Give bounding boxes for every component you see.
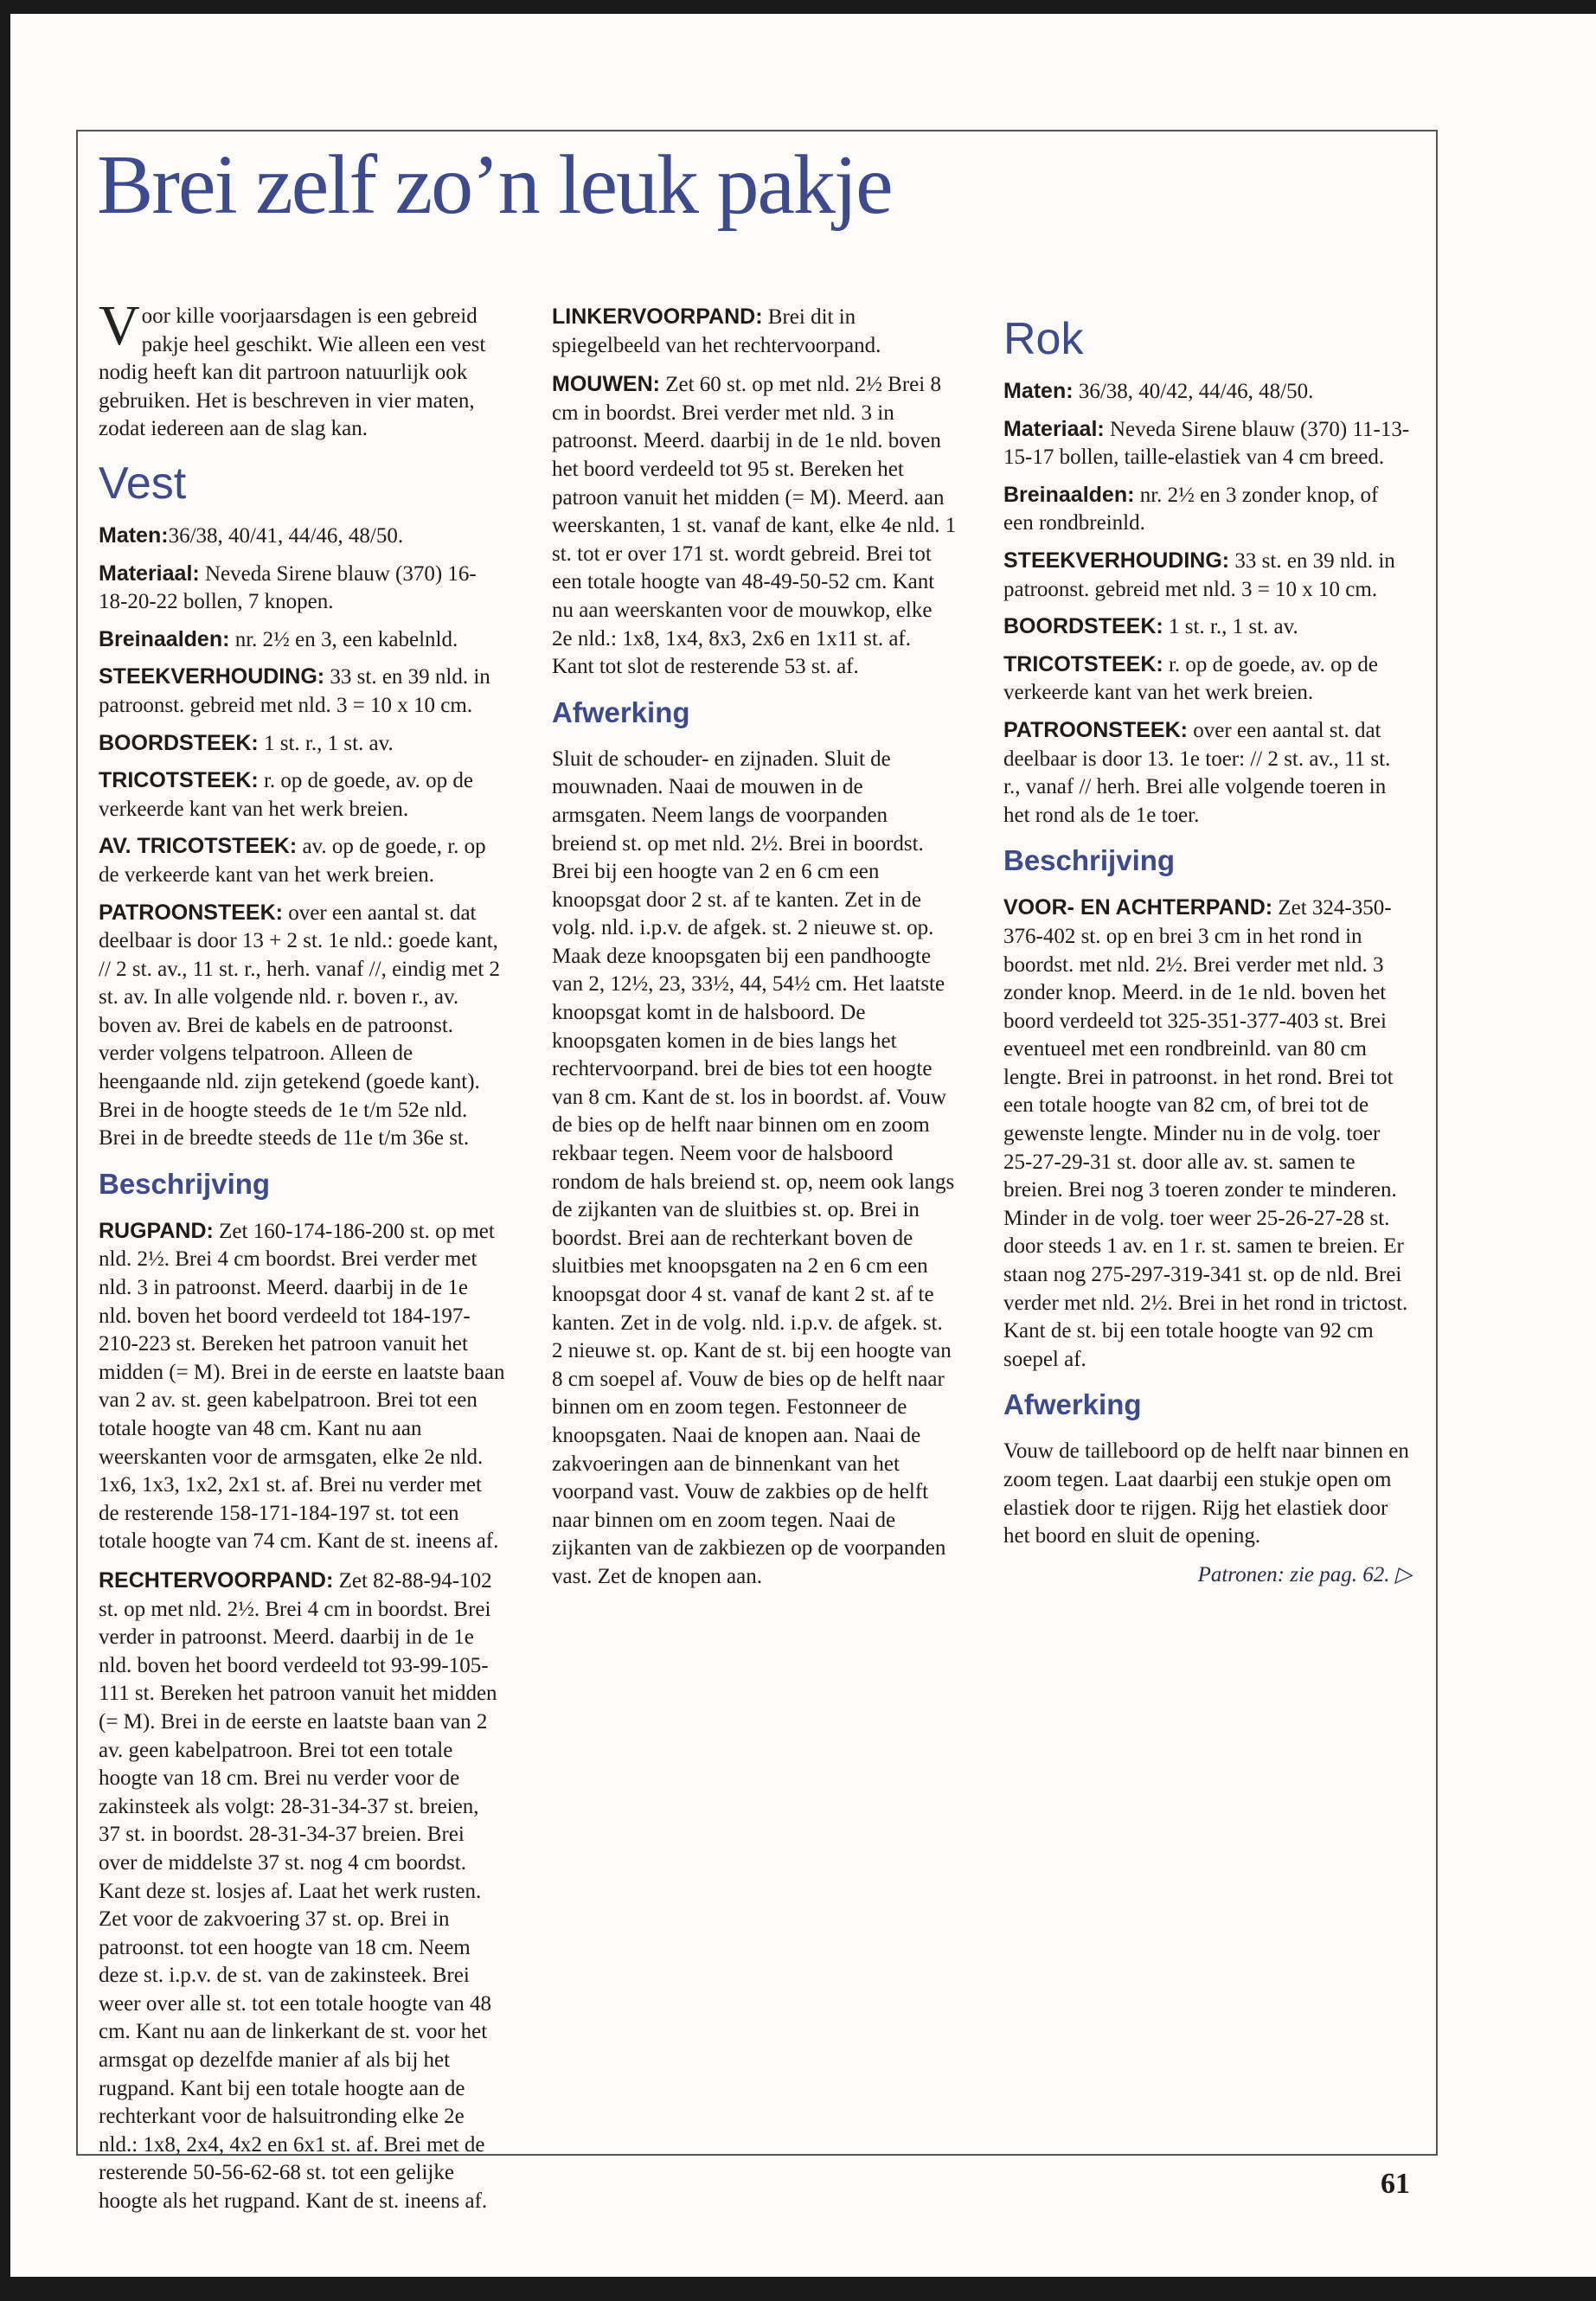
- rok-breinaalden: Breinaalden: nr. 2½ en 3 zonder knop, of een rondbreinld.: [1003, 482, 1379, 535]
- vest-afwerking-heading: Afwerking: [552, 695, 690, 728]
- vest-linkervoorpand: LINKERVOORPAND: Brei dit in spiegelbeeld van het rechtervoorpand.: [552, 304, 881, 357]
- vest-maten: Maten:36/38, 40/41, 44/46, 48/50.: [99, 522, 404, 548]
- vest-beschrijving-heading: Beschrijving: [99, 1167, 271, 1200]
- rok-heading: Rok: [1003, 314, 1084, 364]
- column-3: [1003, 303, 1412, 1589]
- rok-steekverhouding: STEEKVERHOUDING: 33 st. en 39 nld. in patroonst. gebreid met nld. 3 = 10 x 10 cm.: [1003, 548, 1395, 601]
- vest-mouwen: MOUWEN: Zet 60 st. op met nld. 2½ Brei 8 cm in boordst. Brei verder met nld. 3 in patroonst. Meerd. daarbij in de 1e nld. boven het boord verdeeld tot 95 st. Bereken het patroon vanuit het midden (= M). Meerd. aan weerskanten, 1 st. vanaf de kant, elke 4e nld. 1 st. tot er over 171 st. wordt gebreid. Brei tot een totale hoogte van 48-49-50-52 cm. Kant nu aan weerskanten voor de mouwkop, elke 2e nld.: 1x8, 1x4, 8x3, 2x6 en 1x11 st. af. Kant tot slot de resterende 53 st. af.: [552, 372, 957, 679]
- vest-patroonsteek: PATROONSTEEK: over een aantal st. dat deelbaar is door 13 + 2 st. 1e nld.: goede kant, // 2 st. av., 11 st. r., herh. vanaf //, eindig met 2 st. av. In alle volgende nld. r. boven r., av. boven av. Brei de kabels en de patroonst. verder volgens telpatroon. Alleen de heengaande nld. zijn getekend (goede kant). Brei in de hoogte steeds de 1e t/m 52e nld. Brei in de breedte steeds de 11e t/m 36e st.: [99, 900, 501, 1150]
- page-title: Brei zelf zo’n leuk pakje: [97, 138, 892, 232]
- vest-steekverhouding: STEEKVERHOUDING: 33 st. en 39 nld. in patroonst. gebreid met nld. 3 = 10 x 10 cm.: [99, 664, 490, 717]
- vest-av-tricotsteek: AV. TRICOTSTEEK: av. op de goede, r. op de verkeerde kant van het werk breien.: [99, 834, 486, 887]
- vest-breinaalden: Breinaalden: nr. 2½ en 3, een kabelnld.: [99, 626, 458, 651]
- vest-rechtervoorpand: RECHTERVOORPAND: Zet 82-88-94-102 st. op met nld. 2½. Brei 4 cm in boordst. Brei verder in patroonst. Meerd. daarbij in de 1e nld. boven het boord verdeeld tot 93-99-105-111 st. Bereken het patroon vanuit het midden (= M). Brei in de eerste en laatste baan van 2 av. geen kabelpatroon. Brei tot een totale hoogte van 18 cm. Brei nu verder voor de zakinsteek als volgt: 28-31-34-37 st. breien, 37 st. in boordst. 28-31-34-37 breien. Brei over de middelste 37 st. nog 4 cm boordst. Kant deze st. losjes af. Laat het werk rusten. Zet voor de zakvoering 37 st. op. Brei in patroonst. tot een hoogte van 18 cm. Neem deze st. i.p.v. de st. van de zakinsteek. Brei weer over alle st. tot een totale hoogte van 48 cm. Kant nu aan de linkerkant de st. voor het armsgat op dezelfde manier af als bij het rugpand. Kant bij een totale hoogte aan de rechterkant voor de halsuitronding elke 2e nld.: 1x8, 2x4, 4x2 en 6x1 st. af. Brei met de resterende 50-56-62-68 st. tot een gelijke hoogte als het rugpand. Kant de st. ineens af.: [99, 1567, 497, 2214]
- rok-tricotsteek: TRICOTSTEEK: r. op de goede, av. op de verkeerde kant van het werk breien.: [1003, 651, 1379, 705]
- page-number: 61: [1381, 2168, 1410, 2200]
- scan-edge-left: [0, 0, 10, 2301]
- vest-afwerking: Sluit de schouder- en zijnaden. Sluit de mouwnaden. Naai de mouwen in de armsgaten. Neem langs de voorpanden breiend st. op met nld. 2½. Brei in boordst. Brei bij een hoogte van 2 en 6 cm een knoopsgat door 2 st. af te kanten. Zet in de volg. nld. i.p.v. de afgek. st. 2 nieuwe st. op. Maak deze knoopsgaten bij een pandhoogte van 2, 12½, 23, 33½, 44, 54½ cm. Het laatste knoopsgat komt in de halsboord. De knoopsgaten komen in de bies langs het rechtervoorpand. brei de bies tot een hoogte van 8 cm. Kant de st. los in boordst. af. Vouw de bies op de helft naar binnen om en zoom rekbaar tegen. Neem voor de halsboord rondom de hals breiend st. op, neem ook langs de zijkanten van de sluitbies st. op. Brei in boordst. Brei aan de rechterkant boven de sluitbies met knoopsgaten na 2 en 6 cm een knoopsgat door 4 st. vanaf de kant 2 st. af te kanten. Zet in de volg. nld. i.p.v. de afgek. st. 2 nieuwe st. op. Kant de st. bij een hoogte van 8 cm soepel af. Vouw de bies op de helft naar binnen om en zoom tegen. Festonneer de knoopsgaten. Naai de knopen aan. Naai de zakvoeringen aan de binnenkant van het voorpand vast. Vouw de zakbies op de helft naar binnen om en zoom tegen. Naai de zijkanten van de zakbiezen op de voorpanden vast. Zet de knopen aan.: [552, 747, 955, 1588]
- scan-edge-bottom: [0, 2277, 1596, 2301]
- vest-boordsteek: BOORDSTEEK: 1 st. r., 1 st. av.: [99, 730, 394, 755]
- column-2: [552, 303, 957, 1602]
- scan-edge-top: [0, 0, 1596, 14]
- column-1: [99, 294, 505, 2227]
- rok-patroonsteek: PATROONSTEEK: over een aantal st. dat deelbaar is door 13. 1e toer: // 2 st. av., 11 st. r., vanaf // herh. Brei alle volgende toeren in het rond als de 1e toer.: [1003, 717, 1391, 827]
- intro-text: oor kille voorjaarsdagen is een gebreid pakje heel geschikt. Wie alleen een vest nodig heeft kan dit partroon natuurlijk ook gebruiken. Het is beschreven in vier maten, zodat iedereen aan de slag kan.: [99, 304, 486, 441]
- intro-paragraph: [99, 294, 505, 444]
- drop-cap: V: [99, 294, 140, 357]
- rok-voor-achterpand: VOOR- EN ACHTERPAND: Zet 324-350-376-402 st. op en brei 3 cm in het rond in boordst. met nld. 2½. Brei verder met nld. 3 zonder knop. Meerd. in de 1e nld. boven het boord verdeeld tot 325-351-377-403 st. Brei eventueel met een rondbreinld. van 80 cm lengte. Brei in patroonst. in het rond. Brei tot een totale hoogte van 82 cm, of brei tot de gewenste lengte. Minder nu in de volg. toer 25-27-29-31 st. door alle av. st. samen te breien. Brei nog 3 toeren zonder te minderen. Minder in de volg. toer weer 25-26-27-28 st. door steeds 1 av. en 1 r. st. samen te breien. Er staan nog 275-297-319-341 st. op de nld. Brei verder met nld. 2½. Brei in het rond in trictost. Kant de st. bij een totale hoogte van 92 cm soepel af.: [1003, 895, 1408, 1371]
- rok-maten: Maten: 36/38, 40/42, 44/46, 48/50.: [1003, 379, 1314, 403]
- rok-boordsteek: BOORDSTEEK: 1 st. r., 1 st. av.: [1003, 614, 1298, 639]
- vest-tricotsteek: TRICOTSTEEK: r. op de goede, av. op de verkeerde kant van het werk breien.: [99, 768, 474, 821]
- rok-beschrijving-heading: Beschrijving: [1003, 844, 1176, 877]
- pattern-reference: Patronen: zie pag. 62. ▷: [1197, 1562, 1412, 1586]
- vest-heading: Vest: [99, 458, 187, 509]
- vest-rugpand: RUGPAND: Zet 160-174-186-200 st. op met nld. 2½. Brei 4 cm boordst. Brei verder met nld. 3 in patroonst. Meerd. daarbij in de 1e nld. boven het boord verdeeld tot 184-197-210-223 st. Bereken het patroon vanuit het midden (= M). Brei in de eerste en laatste baan van 2 av. st. geen kabelpatroon. Brei tot een totale hoogte van 48 cm. Kant nu aan weerskanten voor de armsgaten, elke 2e nld. 1x6, 1x3, 1x2, 2x1 st. af. Brei nu verder met de resterende 158-171-184-197 st. tot een totale hoogte van 74 cm. Kant de st. ineens af.: [99, 1218, 505, 1554]
- rok-afwerking-heading: Afwerking: [1003, 1388, 1142, 1421]
- rok-materiaal: Materiaal: Neveda Sirene blauw (370) 11-13-15-17 bollen, taille-elastiek van 4 cm breed.: [1003, 416, 1410, 470]
- vest-materiaal: Materiaal: Neveda Sirene blauw (370) 16-18-20-22 bollen, 7 knopen.: [99, 561, 477, 614]
- rok-afwerking: Vouw de tailleboord op de helft naar binnen en zoom tegen. Laat daarbij een stukje open om elastiek door te rijgen. Rijg het elastiek door het boord en sluit de opening.: [1003, 1439, 1409, 1548]
